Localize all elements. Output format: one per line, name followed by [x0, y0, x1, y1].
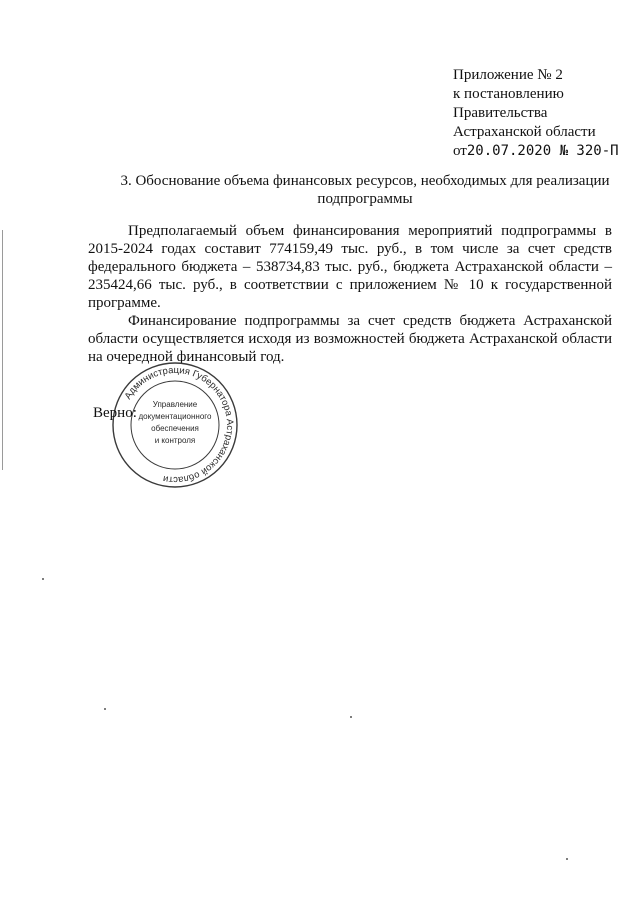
paragraph-funding-volume: Предполагаемый объем финансирования мероприятий подпрограммы в 2015-2024 годах составит 774159,49 тыс. руб., в том числе за счет средств федерального бюджета – 538734,83 тыс. руб., бюджета Астраханской области – 235424,66 тыс. руб., в соответствии с приложением № 10 к государственной программе.: [88, 223, 612, 311]
scan-margin-line: [2, 230, 3, 470]
scan-speck: [104, 708, 106, 710]
scan-speck: [42, 578, 44, 580]
stamp-center-line-1: Управление: [152, 400, 198, 409]
stamp-center-line-2: документационного: [138, 412, 212, 421]
header-line-2: к постановлению: [453, 86, 564, 102]
stamp-center-line-4: и контроля: [154, 436, 196, 445]
body-text: [88, 222, 612, 366]
scan-speck: [350, 716, 352, 718]
certification-label: Верно:: [93, 405, 137, 421]
stamp-center-line-3: обеспечения: [151, 424, 199, 433]
header-line-1: Приложение № 2: [453, 67, 563, 83]
paragraph-funding-source: Финансирование подпрограммы за счет средств бюджета Астраханской области осуществляется исходя из возможностей бюджета Астраханской области на очередной финансовый год.: [88, 313, 612, 365]
date-prefix: от: [453, 143, 467, 159]
official-stamp: [110, 360, 240, 490]
header-line-4: Астраханской области: [453, 124, 596, 140]
resolution-reference: 20.07.2020 № 320-П: [466, 143, 619, 159]
section-title: 3. Обоснование объема финансовых ресурсов, необходимых для реализации подпрограммы: [120, 173, 610, 207]
header-line-3: Правительства: [453, 105, 548, 121]
attachment-header: [453, 66, 628, 161]
scan-speck: [566, 858, 568, 860]
stamp-ring-text: Администрация Губернатора Астраханской области: [122, 364, 236, 486]
header-date-line: [453, 142, 628, 161]
